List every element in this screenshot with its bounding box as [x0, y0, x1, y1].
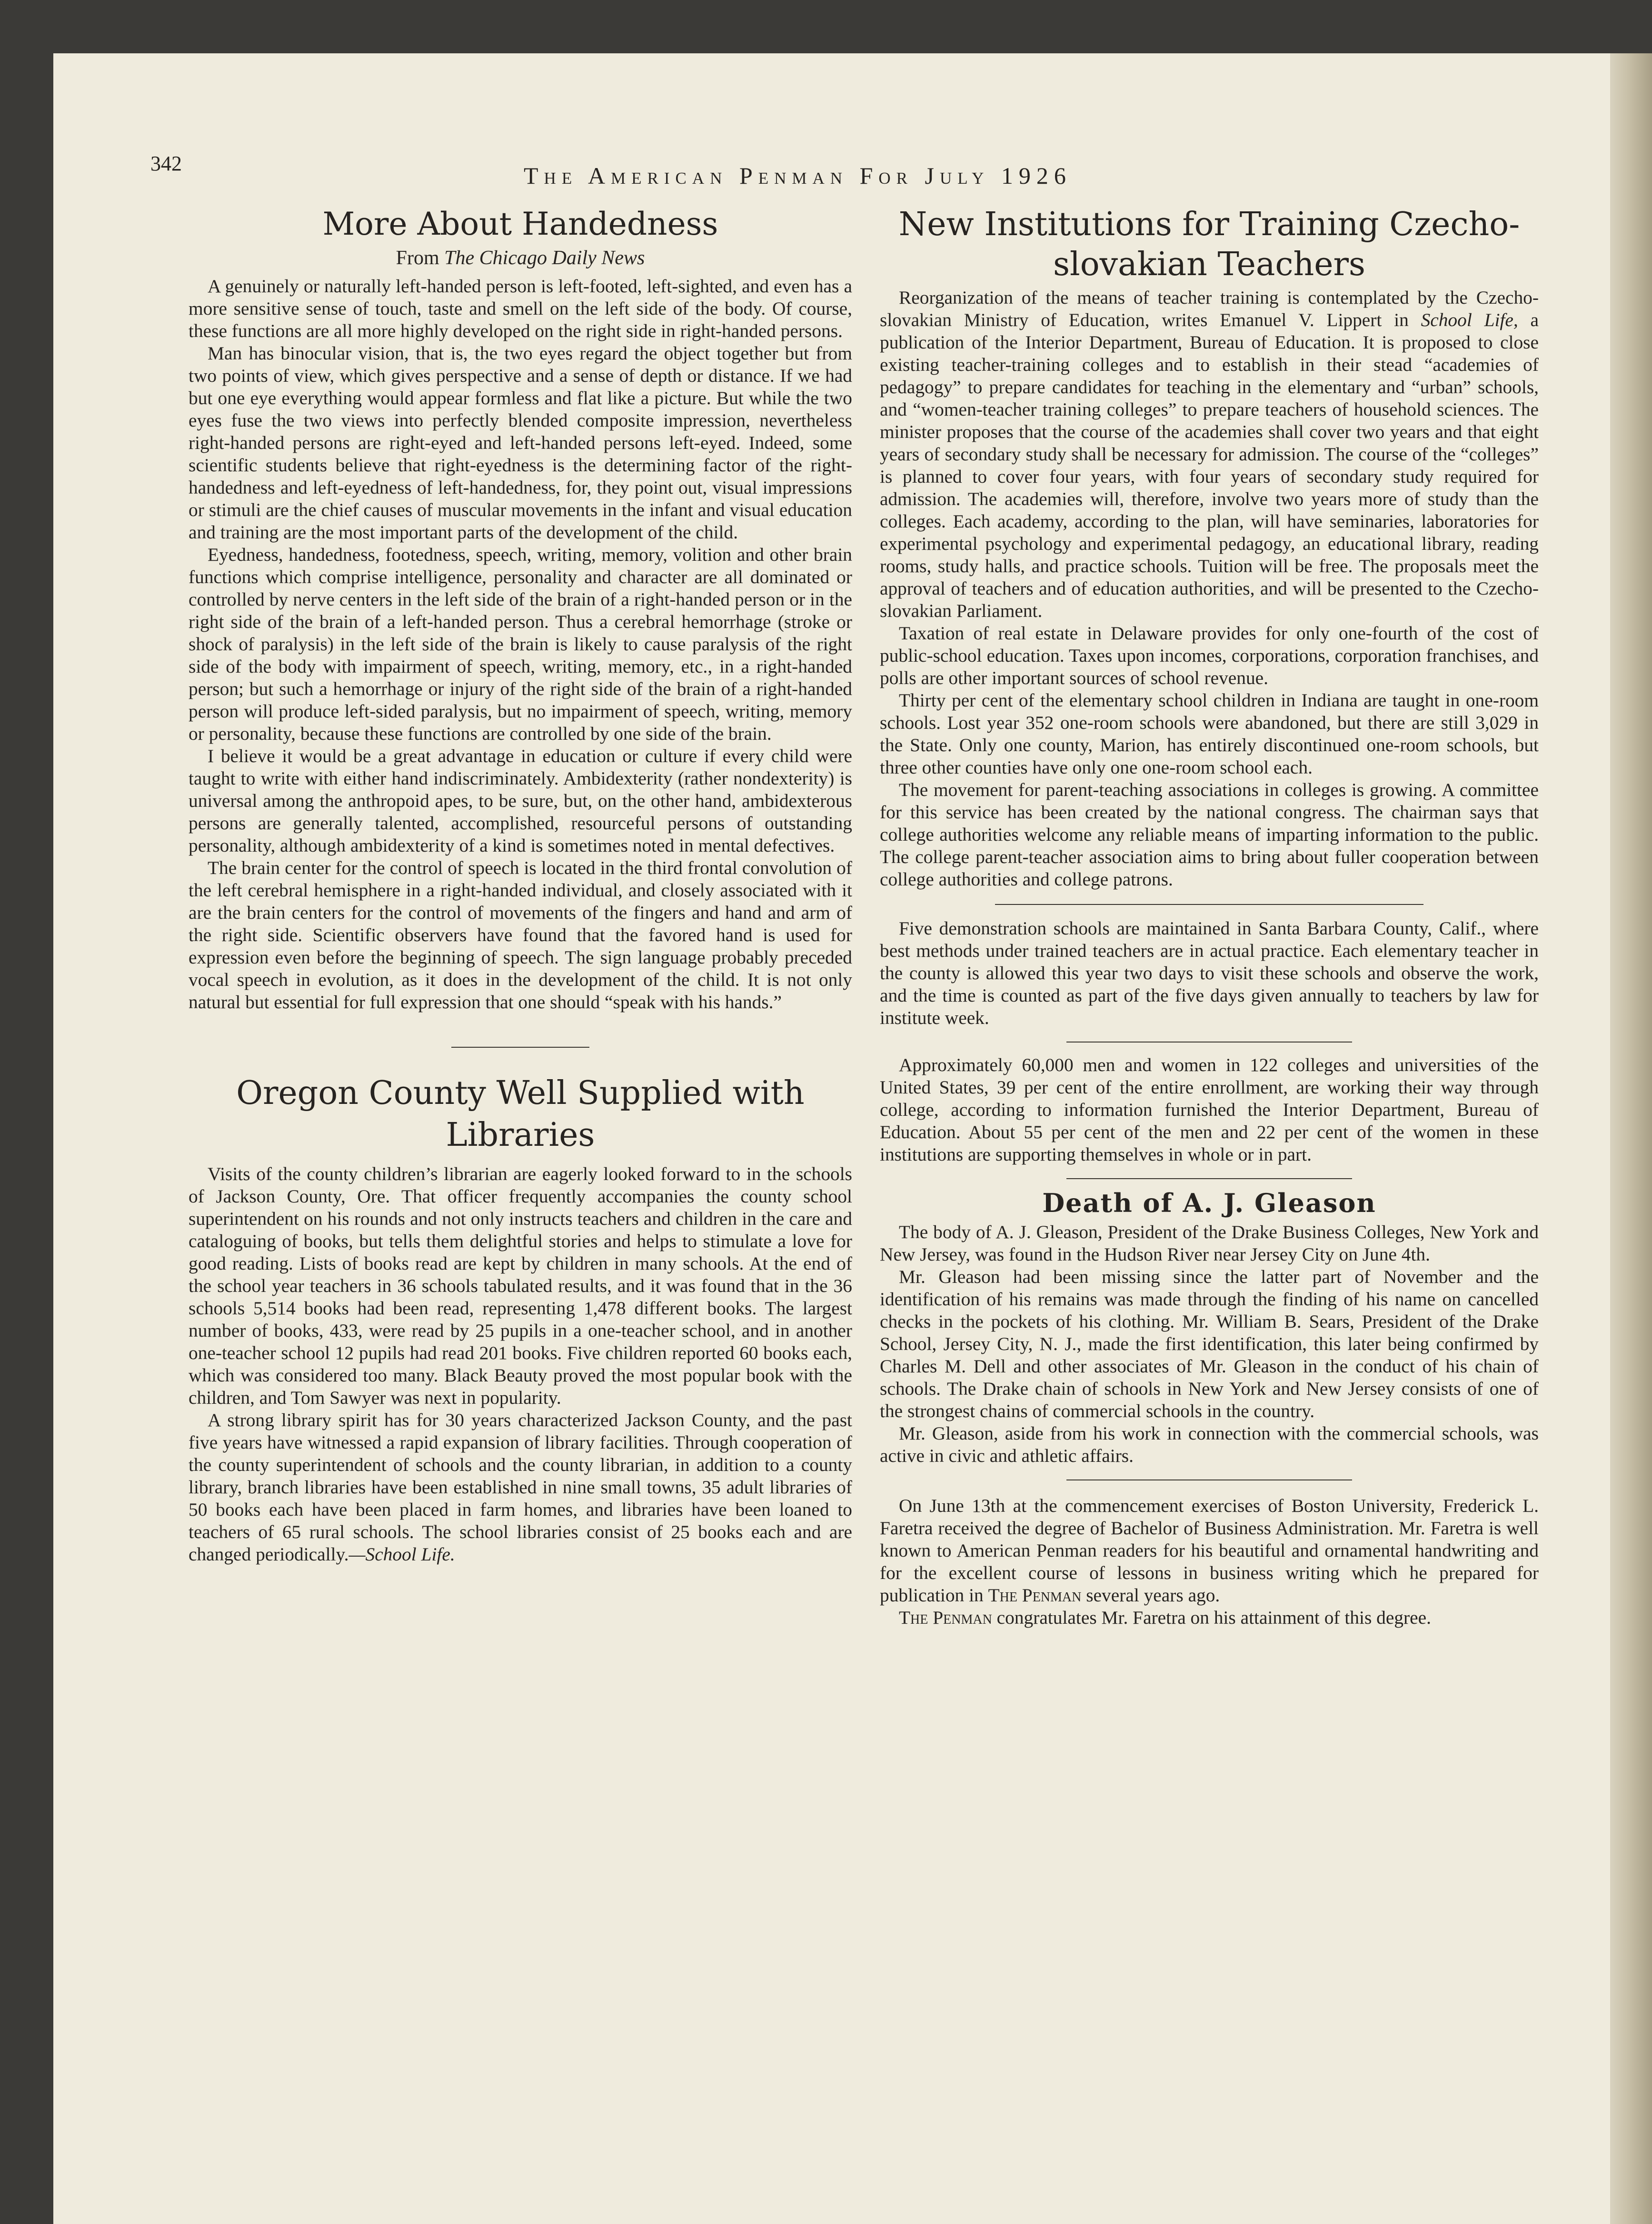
article-czecho: [880, 205, 1539, 891]
article-title: Oregon County Well Supplied with Libraries: [236, 1074, 805, 1154]
paragraph: The Penman congratulates Mr. Faretra on his attainment of this degree.: [899, 1607, 1431, 1628]
paragraph: A strong library spirit has for 30 years characterized Jackson County, and the past five years have witnessed a rapid expansion of library facilities. Through cooperation of the county superintendent of schools and the county librarian, in addition to a county library, branch libraries have been established in nine small towns, 35 adult libraries of 50 books each have been placed in farm homes, and libraries have been loaned to teachers of 65 rural schools. The school libraries consist of 25 books each and are changed periodically.—School Life.: [189, 1410, 852, 1565]
article-source: From The Chicago Daily News: [396, 247, 645, 269]
paragraph: Five demonstration schools are maintained in Santa Barbara County, Calif., where best methods under trained teachers are in actual practice. Each elementary teacher in the county is allowed this year two days to visit these schools and observe the work, and the time is counted as part of the five days given annually to teachers by law for institute week.: [880, 918, 1539, 1028]
paragraph: The brain center for the control of speech is located in the third frontal convolution of the left cerebral hemisphere in a right-handed individual, and closely associated with it are the brain centers for the control of movements of the fingers and hand and arm of the right side. Scientific observers have found that the favored hand is used for expression even before the beginning of speech. The sign language probably preceded vocal speech in evolution, as it does in the development of the child. It is not only natural but essential for full expression that one should “speak with his hands.”: [189, 857, 852, 1013]
paragraph: Approximately 60,000 men and women in 122 colleges and universities of the United States, 39 per cent of the entire enrollment, are working their way through college, according to information furnished the Interior Department, Bureau of Education. About 55 per cent of the men and 22 per cent of the women in these institutions are supporting themselves in whole or in part.: [880, 1054, 1539, 1165]
page-edge: [1610, 53, 1652, 2224]
paragraph: Eyedness, handedness, footedness, speech, writing, memory, volition and other brain functions which comprise intelligence, personality and character are all dominated or controlled by nerve centers in the left side of the brain of a right-handed person or in the right side of the brain of a left-handed person. Thus a cerebral hemorrhage (stroke or shock of paralysis) in the left side of the brain is likely to cause paralysis of the right side of the body with impairment of speech, writing, memory, etc., in a right-handed person; but such a hemorrhage or injury of the right side of the brain of a right-handed person will produce left-sided paralysis, but no impairment of speech, writing, memory or personality, because these functions are controlled by one side of the brain.: [189, 544, 852, 744]
note-faretra: [880, 1495, 1539, 1629]
paragraph: A genuinely or naturally left-handed person is left-footed, left-sighted, and even has a more sensitive sense of touch, taste and smell on the left side of the body. Of course, these functions are all more highly developed on the right side in right-handed persons.: [189, 276, 852, 341]
running-head: The American Penman For July 1926: [524, 162, 1072, 189]
paragraph: Mr. Gleason, aside from his work in connection with the commercial schools, was active in civic and athletic affairs.: [880, 1423, 1539, 1466]
article-title: New Institutions for Training Czecho-slovakian Teachers: [898, 206, 1520, 283]
section-divider: [1066, 1479, 1352, 1480]
section-divider: [1066, 1178, 1352, 1179]
section-divider: [995, 904, 1423, 905]
paragraph: On June 13th at the commencement exercises of Boston University, Frederick L. Faretra received the degree of Bachelor of Business Administration. Mr. Faretra is well known to American Penman readers for his beautiful and ornamental handwriting and for the excellent course of lessons in business writing which he prepared for publication in The Penman several years ago.: [880, 1495, 1539, 1606]
note-santa-barbara: [880, 917, 1539, 1029]
section-divider: [451, 1047, 589, 1048]
source-name: The Chicago Daily News: [444, 247, 645, 269]
paragraph: Thirty per cent of the elementary school children in Indiana are taught in one-room schools. Lost year 352 one-room schools were abandoned, but there are still 3,029 in the State. Only one county, Marion, has entirely discontinued one-room schools, but three other counties have only one one-room school each.: [880, 690, 1539, 778]
article-title: More About Handedness: [322, 206, 718, 242]
paragraph: Mr. Gleason had been missing since the latter part of November and the identification of his remains was made through the finding of his name on cancelled checks in the pockets of his clothing. Mr. William B. Sears, President of the Drake School, Jersey City, N. J., made the first identification, this later being confirmed by Charles M. Dell and other associates of Mr. Gleason in the conduct of his chain of schools. The Drake chain of schools in New York and New Jersey consists of one of the strongest chains of commercial schools in the country.: [880, 1266, 1539, 1421]
paragraph: Man has binocular vision, that is, the two eyes regard the object together but from two points of view, which gives perspective and a sense of depth or distance. If we had but one eye everything would appear formless and flat like a picture. But while the two eyes fuse the two views into perfectly blended composite impression, nevertheless right-handed persons are right-eyed and left-handed persons left-eyed. Indeed, some scientific students believe that right-eyedness is the determining factor of the right-handedness and left-eyedness of left-handedness, for, they point out, visual impressions or stimuli are the chief causes of muscular movements in the infant and visual education and training are the most important parts of the development of the child.: [189, 343, 852, 543]
article-gleason: [880, 1188, 1539, 1467]
paragraph: Taxation of real estate in Delaware provides for only one-fourth of the cost of public-school education. Taxes upon incomes, corporations, corporation franchises, and polls are other important sources of school revenue.: [880, 623, 1539, 688]
note-colleges: [880, 1054, 1539, 1166]
article-handedness: [189, 205, 852, 1013]
article-oregon: [189, 1072, 852, 1566]
paragraph: The body of A. J. Gleason, President of the Drake Business Colleges, New York and New Jersey, was found in the Hudson River near Jersey City on June 4th.: [880, 1221, 1539, 1265]
paragraph: Visits of the county children’s librarian are eagerly looked forward to in the schools of Jackson County, Ore. That officer frequently accompanies the county school superintendent on his rounds and not only instructs teachers and children in the care and cataloguing of books, but tells them delightful stories and helps to stimulate a love for good reading. Lists of books read are kept by children in many schools. At the end of the school year teachers in 36 schools tabulated results, and it was found that in the 36 schools 5,514 books had been read, representing 1,478 different books. The largest number of books, 433, were read by 25 pupils in a one-teacher school, and in another one-teacher school 12 pupils had read 201 books. Five children reported 60 books each, which was considered too many. Black Beauty proved the most popular book with the children, and Tom Sawyer was next in popularity.: [189, 1163, 852, 1408]
article-credit: —School Life.: [348, 1544, 455, 1565]
article-title: Death of A. J. Gleason: [1042, 1188, 1376, 1218]
left-column: [189, 205, 852, 1566]
paragraph: Reorganization of the means of teacher training is contemplated by the Czecho-slovakian Ministry of Education, writes Emanuel V. Lippert in School Life, a publication of the Interior Department, Bureau of Education. It is proposed to close existing teacher-training colleges and to establish in their stead “academies of pedagogy” to prepare candidates for teaching in the elementary and “urban” schools, and “women-teacher training colleges” to prepare teachers of household sciences. The minister proposes that the course of the academies shall cover two years and that eight years of secondary study shall be necessary for admission. The course of the “colleges” is planned to cover four years, with four years of secondary study required for admission. The academies will, therefore, involve two years more of study than the colleges. Each academy, according to the plan, will have seminaries, laboratories for experimental psychology and experimental pedagogy, an educational library, reading rooms, study halls, and practice schools. Tuition will be free. The proposals meet the approval of teachers and of education authorities, and will be presented to the Czecho-slovakian Parliament.: [880, 287, 1539, 621]
right-column: [880, 205, 1539, 1629]
paragraph: I believe it would be a great advantage in education or culture if every child were taught to write with either hand indiscriminately. Ambidexterity (rather nondexterity) is universal among the anthropoid apes, to be sure, but, on the other hand, ambidexterous persons are generally talented, accomplished, resourceful persons of outstanding personality, although ambidexterity of a kind is sometimes noted in mental defectives.: [189, 745, 852, 856]
page-number: 342: [150, 152, 182, 175]
paragraph: The movement for parent-teaching associations in colleges is growing. A committee for this service has been created by the national congress. The chairman says that college authorities welcome any reliable means of imparting information to the public. The college parent-teacher association aims to bring about fuller cooperation between college authorities and college patrons.: [880, 779, 1539, 890]
